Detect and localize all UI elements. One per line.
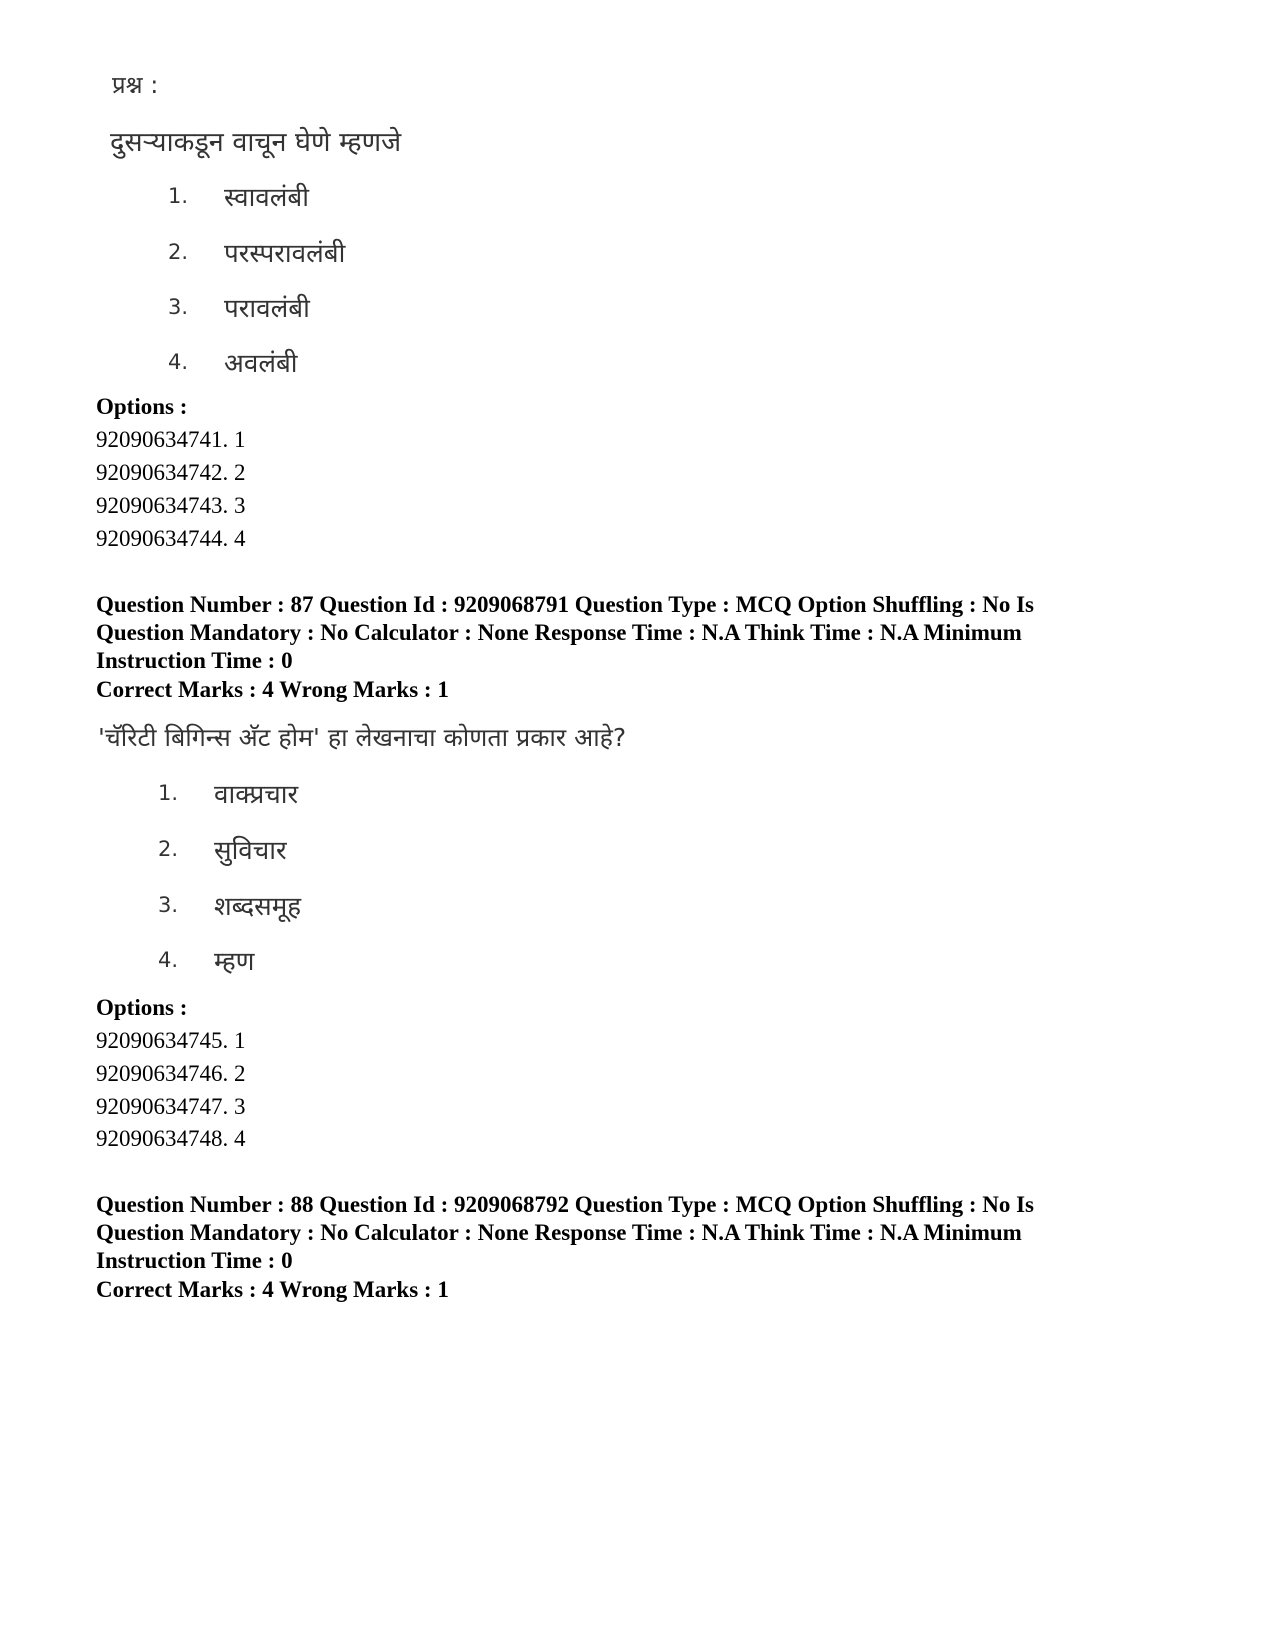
choice-number: 3.: [168, 295, 189, 319]
option-id: 92090634744. 4: [96, 526, 246, 551]
marks-line: Correct Marks : 4 Wrong Marks : 1: [96, 1277, 449, 1302]
choice-text: म्हण: [214, 947, 255, 977]
option-id: 92090634743. 3: [96, 493, 246, 518]
choice-text: शब्दसमूह: [214, 892, 302, 922]
choice-text: परावलंबी: [224, 294, 310, 324]
option-id: 92090634745. 1: [96, 1028, 246, 1053]
option-id: 92090634747. 3: [96, 1094, 246, 1119]
question-meta: Question Number : 87 Question Id : 9209068791 Question Type : MCQ Option Shuffling : No Is Question Mandatory : No Calculator : None Response Time : N.A Think Time : N.A Minimum Instruction Time : 0: [96, 592, 1035, 673]
choice-number: 2.: [158, 837, 179, 861]
choice-number: 2.: [168, 240, 189, 264]
option-id: 92090634741. 1: [96, 427, 246, 452]
choice-number: 4.: [168, 350, 189, 374]
choice-text: अवलंबी: [224, 349, 298, 379]
option-id: 92090634742. 2: [96, 460, 246, 485]
choice-text: वाक्प्रचार: [214, 780, 299, 810]
question-text: दुसऱ्याकडून वाचून घेणे म्हणजे: [110, 127, 402, 158]
choice-number: 1.: [158, 781, 179, 805]
choice-number: 1.: [168, 184, 189, 208]
question-text: 'चॅरिटी बिगिन्स अ‍ॅट होम' हा लेखनाचा कोणता प्रकार आहे?: [98, 723, 627, 752]
question-label: प्रश्न :: [112, 71, 159, 99]
options-heading: Options :: [96, 394, 188, 419]
choice-text: परस्परावलंबी: [224, 239, 346, 269]
question-meta: Question Number : 88 Question Id : 9209068792 Question Type : MCQ Option Shuffling : No Is Question Mandatory : No Calculator : None Response Time : N.A Think Time : N.A Minimum Instruction Time : 0: [96, 1192, 1035, 1273]
choice-number: 3.: [158, 893, 179, 917]
choice-number: 4.: [158, 948, 179, 972]
choice-text: स्वावलंबी: [224, 183, 309, 213]
option-id: 92090634748. 4: [96, 1126, 246, 1151]
option-id: 92090634746. 2: [96, 1061, 246, 1086]
choice-text: सुविचार: [214, 836, 287, 866]
marks-line: Correct Marks : 4 Wrong Marks : 1: [96, 677, 449, 702]
options-heading: Options :: [96, 995, 188, 1020]
